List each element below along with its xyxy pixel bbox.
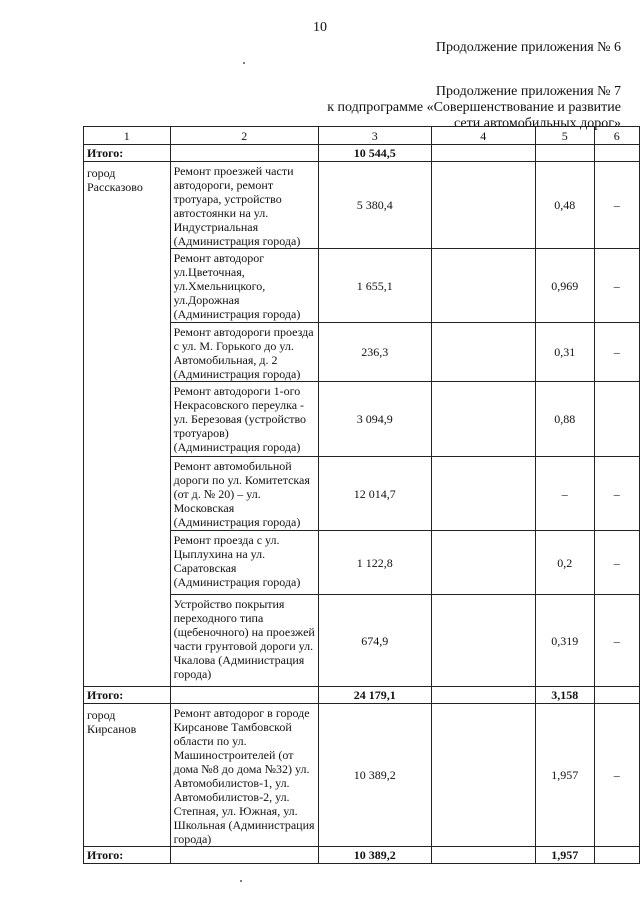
- col6-value: –: [594, 704, 639, 847]
- length-value: 0,2: [535, 531, 594, 595]
- length-value: 0,88: [535, 382, 594, 457]
- col6-value: –: [594, 457, 639, 531]
- appendix-7-header: [327, 84, 621, 132]
- column-number: 6: [594, 127, 639, 145]
- col6-value: –: [594, 162, 639, 249]
- total-row: [84, 847, 640, 864]
- appendix-table: [83, 126, 640, 864]
- scan-speck: [240, 880, 242, 882]
- amount: 10 389,2: [318, 704, 431, 847]
- appendix-7-continuation: Продолжение приложения № 7: [435, 84, 621, 99]
- col6-value: [594, 382, 639, 457]
- total-amount: 10 544,5: [318, 145, 431, 162]
- amount: 236,3: [318, 323, 431, 382]
- amount: 12 014,7: [318, 457, 431, 531]
- amount: 1 655,1: [318, 249, 431, 323]
- length-value: 0,48: [535, 162, 594, 249]
- appendix-6-continuation: Продолжение приложения № 6: [435, 40, 621, 55]
- column-number: 1: [84, 127, 171, 145]
- length-value: 0,969: [535, 249, 594, 323]
- work-description: Ремонт автомобильной дороги по ул. Комитетская (от д. № 20) – ул. Московская (Администрация города): [170, 457, 318, 531]
- col6-value: –: [594, 595, 639, 687]
- amount: 1 122,8: [318, 531, 431, 595]
- subprogram-line-2: сети автомобильных дорог»: [454, 116, 621, 131]
- work-description: Устройство покрытия переходного типа (щебеночного) на проезжей части грунтовой дороги ул. Чкалова (Администрация города): [170, 595, 318, 687]
- amount: 674,9: [318, 595, 431, 687]
- city-name: город Кирсанов: [84, 704, 171, 847]
- column-number: 3: [318, 127, 431, 145]
- subprogram-line-1: к подпрограмме «Совершенствование и развитие: [327, 100, 621, 115]
- amount: 3 094,9: [318, 382, 431, 457]
- work-description: Ремонт проезда с ул. Цыплухина на ул. Саратовская (Администрация города): [170, 531, 318, 595]
- work-description: Ремонт автодорог ул.Цветочная, ул.Хмельницкого, ул.Дорожная (Администрация города): [170, 249, 318, 323]
- total-length: 1,957: [535, 847, 594, 864]
- work-description: Ремонт автодороги проезда с ул. М. Горького до ул. Автомобильная, д. 2 (Администрация города): [170, 323, 318, 382]
- length-value: 0,319: [535, 595, 594, 687]
- city-name: город Рассказово: [84, 162, 171, 687]
- work-description: Ремонт автодорог в городе Кирсанове Тамбовской области по ул. Машиностроителей (от дома №8 до дома №32) ул. Автомобилистов-1, ул. Автомобилистов-2, ул. Степная, ул. Южная, ул. Школьная (Администрация города): [170, 704, 318, 847]
- total-label: Итого:: [84, 847, 171, 864]
- col6-value: –: [594, 531, 639, 595]
- table-row: [84, 704, 640, 847]
- work-description: Ремонт проезжей части автодороги, ремонт тротуара, устройство автостоянки на ул. Индустриальная (Администрация города): [170, 162, 318, 249]
- length-value: –: [535, 457, 594, 531]
- amount: 5 380,4: [318, 162, 431, 249]
- total-label: Итого:: [84, 145, 171, 162]
- table-row: [84, 162, 640, 249]
- column-number: 4: [431, 127, 535, 145]
- column-number-row: [84, 127, 640, 145]
- column-number: 2: [170, 127, 318, 145]
- scan-speck: [243, 62, 245, 64]
- length-value: 0,31: [535, 323, 594, 382]
- column-number: 5: [535, 127, 594, 145]
- total-label: Итого:: [84, 687, 171, 704]
- work-description: Ремонт автодороги 1-ого Некрасовского переулка - ул. Березовая (устройство тротуаров) (Администрация города): [170, 382, 318, 457]
- total-amount: 10 389,2: [318, 847, 431, 864]
- col6-value: –: [594, 323, 639, 382]
- total-row: [84, 145, 640, 162]
- col6-value: –: [594, 249, 639, 323]
- length-value: 1,957: [535, 704, 594, 847]
- total-amount: 24 179,1: [318, 687, 431, 704]
- page-number: 10: [313, 20, 327, 35]
- total-length: 3,158: [535, 687, 594, 704]
- total-row: [84, 687, 640, 704]
